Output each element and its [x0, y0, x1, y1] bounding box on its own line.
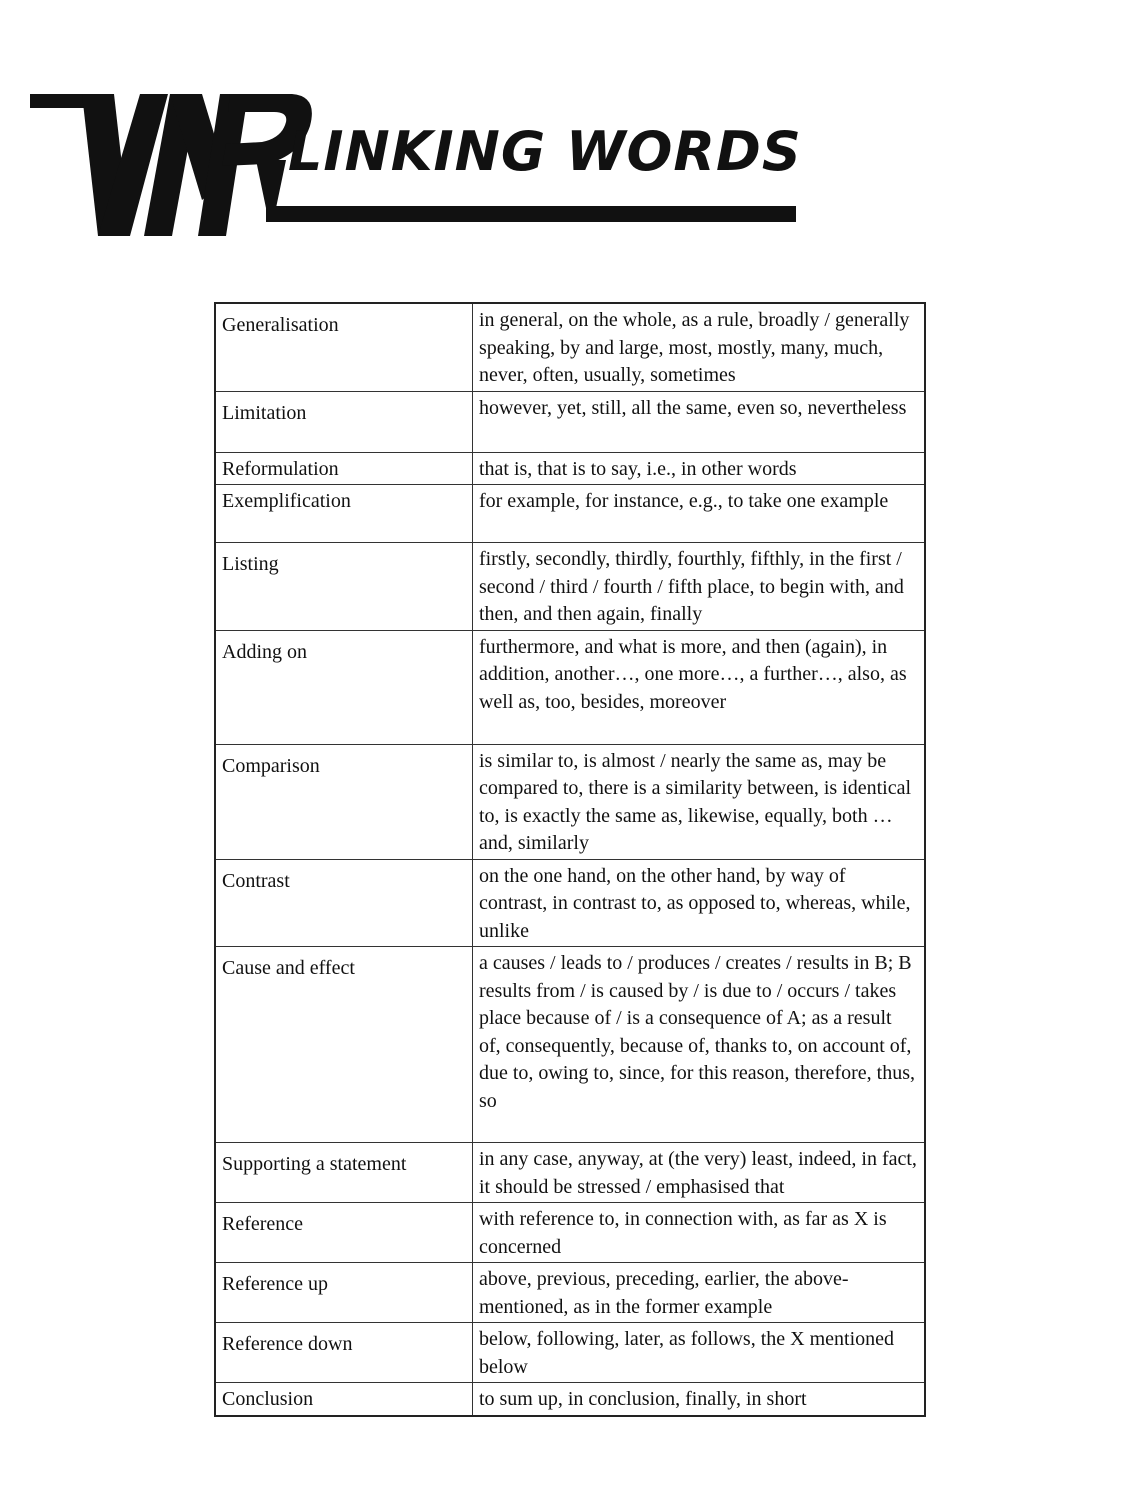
- linking-words-cell: firstly, secondly, thirdly, fourthly, fifthly, in the first / second / third / fourth / fifth place, to begin with, and then, and then again, finally: [472, 543, 925, 631]
- table-row: [215, 391, 925, 452]
- category-cell: Cause and effect: [215, 947, 472, 1143]
- table-row: [215, 1323, 925, 1383]
- linking-words-cell: below, following, later, as follows, the X mentioned below: [472, 1323, 925, 1383]
- table-row: [215, 1263, 925, 1323]
- linking-words-cell: that is, that is to say, i.e., in other words: [472, 452, 925, 485]
- linking-words-cell: is similar to, is almost / nearly the same as, may be compared to, there is a similarity between, is identical to, is exactly the same as, likewise, equally, both … and, similarly: [472, 744, 925, 859]
- category-cell: Reference down: [215, 1323, 472, 1383]
- category-cell: Supporting a statement: [215, 1143, 472, 1203]
- page-title: LINKING WORDS: [288, 120, 802, 183]
- linking-words-cell: above, previous, preceding, earlier, the above-mentioned, as in the former example: [472, 1263, 925, 1323]
- table-row: [215, 1383, 925, 1416]
- table-row: [215, 452, 925, 485]
- table-row: [215, 744, 925, 859]
- category-cell: Comparison: [215, 744, 472, 859]
- category-cell: Reference up: [215, 1263, 472, 1323]
- table-row: [215, 543, 925, 631]
- category-cell: Limitation: [215, 391, 472, 452]
- linking-words-cell: for example, for instance, e.g., to take one example: [472, 485, 925, 543]
- wr-logo: [30, 90, 850, 240]
- table-row: [215, 303, 925, 391]
- linking-words-cell: to sum up, in conclusion, finally, in short: [472, 1383, 925, 1416]
- linking-words-table-body: [215, 303, 925, 1416]
- linking-words-cell: however, yet, still, all the same, even so, nevertheless: [472, 391, 925, 452]
- linking-words-table: [214, 302, 926, 1417]
- category-cell: Listing: [215, 543, 472, 631]
- category-cell: Contrast: [215, 859, 472, 947]
- table-row: [215, 485, 925, 543]
- linking-words-cell: in any case, anyway, at (the very) least, indeed, in fact, it should be stressed / emphasised that: [472, 1143, 925, 1203]
- category-cell: Generalisation: [215, 303, 472, 391]
- category-cell: Adding on: [215, 630, 472, 744]
- linking-words-cell: a causes / leads to / produces / creates / results in B; B results from / is caused by / is due to / occurs / takes place because of / is a consequence of A; as a result of, consequently, because of, thanks to, on account of, due to, owing to, since, for this reason, therefore, thus, so: [472, 947, 925, 1143]
- linking-words-cell: with reference to, in connection with, as far as X is concerned: [472, 1203, 925, 1263]
- category-cell: Reference: [215, 1203, 472, 1263]
- category-cell: Reformulation: [215, 452, 472, 485]
- linking-words-cell: on the one hand, on the other hand, by way of contrast, in contrast to, as opposed to, whereas, while, unlike: [472, 859, 925, 947]
- category-cell: Conclusion: [215, 1383, 472, 1416]
- table-row: [215, 859, 925, 947]
- table-row: [215, 1143, 925, 1203]
- table-row: [215, 1203, 925, 1263]
- linking-words-cell: in general, on the whole, as a rule, broadly / generally speaking, by and large, most, mostly, many, much, never, often, usually, sometimes: [472, 303, 925, 391]
- table-row: [215, 630, 925, 744]
- table-row: [215, 947, 925, 1143]
- linking-words-cell: furthermore, and what is more, and then (again), in addition, another…, one more…, a further…, also, as well as, too, besides, moreover: [472, 630, 925, 744]
- category-cell: Exemplification: [215, 485, 472, 543]
